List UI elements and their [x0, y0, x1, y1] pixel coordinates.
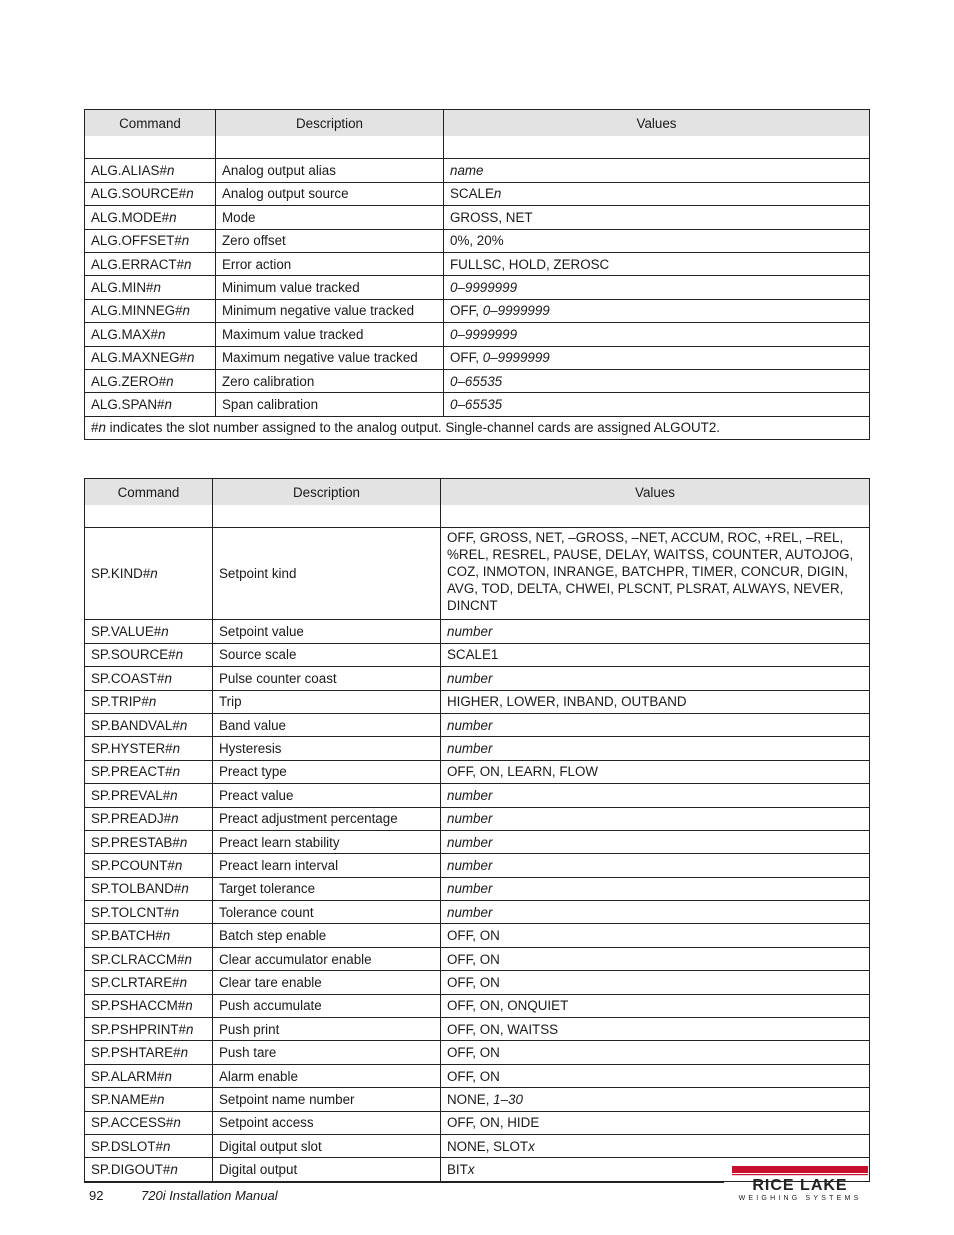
command-cell: SP.ALARM#n [85, 1064, 213, 1087]
command-cell: SP.BANDVAL#n [85, 713, 213, 736]
table-row [85, 620, 870, 643]
command-cell: SP.PRESTAB#n [85, 830, 213, 853]
column-header: Command [85, 479, 213, 506]
description-cell: Trip [213, 690, 441, 713]
command-cell: SP.KIND#n [85, 528, 213, 620]
description-cell: Digital output [213, 1158, 441, 1181]
values-cell: OFF, 0–9999999 [444, 346, 870, 369]
description-cell: Zero offset [216, 229, 444, 252]
command-cell: SP.VALUE#n [85, 620, 213, 643]
command-cell: SP.PREVAL#n [85, 784, 213, 807]
values-cell: OFF, ON [441, 1064, 870, 1087]
values-cell: NONE, SLOTx [441, 1134, 870, 1157]
description-cell: Preact value [213, 784, 441, 807]
command-cell: ALG.MAXNEG#n [85, 346, 216, 369]
values-cell: NONE, 1–30 [441, 1088, 870, 1111]
description-cell: Analog output alias [216, 159, 444, 182]
values-cell: number [441, 854, 870, 877]
page-number: 92 [89, 1188, 104, 1203]
description-cell: Setpoint access [213, 1111, 441, 1134]
description-cell: Analog output source [216, 182, 444, 205]
description-cell: Setpoint name number [213, 1088, 441, 1111]
description-cell: Batch step enable [213, 924, 441, 947]
description-cell: Clear tare enable [213, 971, 441, 994]
values-cell: 0–65535 [444, 369, 870, 392]
command-cell: SP.COAST#n [85, 667, 213, 690]
command-cell: SP.PREACT#n [85, 760, 213, 783]
command-cell: ALG.OFFSET#n [85, 229, 216, 252]
description-cell: Maximum negative value tracked [216, 346, 444, 369]
column-header: Values [444, 110, 870, 137]
values-cell: number [441, 901, 870, 924]
table-row [85, 924, 870, 947]
values-cell: number [441, 620, 870, 643]
description-cell: Maximum value tracked [216, 323, 444, 346]
values-cell: 0–9999999 [444, 323, 870, 346]
values-cell: name [444, 159, 870, 182]
table-row [85, 643, 870, 666]
table-row [85, 299, 870, 322]
command-cell: ALG.ALIAS#n [85, 159, 216, 182]
table-row [85, 947, 870, 970]
command-cell: SP.CLRTARE#n [85, 971, 213, 994]
description-cell: Zero calibration [216, 369, 444, 392]
values-cell: number [441, 877, 870, 900]
values-cell: OFF, ON, LEARN, FLOW [441, 760, 870, 783]
description-cell: Mode [216, 206, 444, 229]
description-cell: Pulse counter coast [213, 667, 441, 690]
description-cell: Target tolerance [213, 877, 441, 900]
values-cell: FULLSC, HOLD, ZEROSC [444, 252, 870, 275]
table-row [85, 760, 870, 783]
command-cell: SP.HYSTER#n [85, 737, 213, 760]
table-row [85, 276, 870, 299]
manual-title: 720i Installation Manual [141, 1188, 278, 1203]
table-row [85, 528, 870, 620]
description-cell: Clear accumulator enable [213, 947, 441, 970]
table-row [85, 1041, 870, 1064]
command-cell: SP.TOLCNT#n [85, 901, 213, 924]
command-cell: SP.PSHPRINT#n [85, 1018, 213, 1041]
table-row [85, 346, 870, 369]
command-cell: SP.CLRACCM#n [85, 947, 213, 970]
table-row [85, 737, 870, 760]
description-cell: Tolerance count [213, 901, 441, 924]
table-row [85, 901, 870, 924]
values-cell: OFF, ON, WAITSS [441, 1018, 870, 1041]
command-cell: ALG.MAX#n [85, 323, 216, 346]
values-cell: number [441, 784, 870, 807]
command-cell: SP.SOURCE#n [85, 643, 213, 666]
values-cell: OFF, ON [441, 1041, 870, 1064]
command-cell: ALG.MINNEG#n [85, 299, 216, 322]
command-cell: SP.DSLOT#n [85, 1134, 213, 1157]
values-cell: number [441, 667, 870, 690]
description-cell: Preact learn stability [213, 830, 441, 853]
table-row [85, 713, 870, 736]
table-row [85, 1111, 870, 1134]
command-cell: SP.ACCESS#n [85, 1111, 213, 1134]
table-row [85, 1088, 870, 1111]
command-cell: SP.TOLBAND#n [85, 877, 213, 900]
table-row [85, 159, 870, 182]
command-cell: ALG.ERRACT#n [85, 252, 216, 275]
command-cell: SP.TRIP#n [85, 690, 213, 713]
table-row [85, 1064, 870, 1087]
table-row [85, 206, 870, 229]
table-row [85, 971, 870, 994]
command-cell: SP.PCOUNT#n [85, 854, 213, 877]
description-cell: Push accumulate [213, 994, 441, 1017]
command-cell: ALG.SPAN#n [85, 393, 216, 416]
values-cell: GROSS, NET [444, 206, 870, 229]
description-cell: Minimum negative value tracked [216, 299, 444, 322]
values-cell: number [441, 830, 870, 853]
command-cell: SP.PREADJ#n [85, 807, 213, 830]
table-row [85, 1018, 870, 1041]
description-cell: Preact learn interval [213, 854, 441, 877]
table-row [85, 252, 870, 275]
command-cell: ALG.MODE#n [85, 206, 216, 229]
table-row [85, 1134, 870, 1157]
table-row [85, 784, 870, 807]
values-cell: BITx [441, 1158, 870, 1181]
description-cell: Push print [213, 1018, 441, 1041]
command-cell: ALG.ZERO#n [85, 369, 216, 392]
command-cell: ALG.MIN#n [85, 276, 216, 299]
command-cell: SP.NAME#n [85, 1088, 213, 1111]
values-cell: OFF, ON, ONQUIET [441, 994, 870, 1017]
values-cell: OFF, ON [441, 947, 870, 970]
description-cell: Digital output slot [213, 1134, 441, 1157]
table-row [85, 393, 870, 416]
table-row [85, 807, 870, 830]
description-cell: Span calibration [216, 393, 444, 416]
command-cell: SP.BATCH#n [85, 924, 213, 947]
table-row [85, 667, 870, 690]
table-row [85, 830, 870, 853]
table-row [85, 229, 870, 252]
command-cell: SP.DIGOUT#n [85, 1158, 213, 1181]
description-cell: Setpoint kind [213, 528, 441, 620]
values-cell: HIGHER, LOWER, INBAND, OUTBAND [441, 690, 870, 713]
column-header: Command [85, 110, 216, 137]
values-cell: OFF, ON [441, 924, 870, 947]
description-cell: Preact adjustment percentage [213, 807, 441, 830]
values-cell: SCALEn [444, 182, 870, 205]
command-cell: ALG.SOURCE#n [85, 182, 216, 205]
table-row [85, 994, 870, 1017]
description-cell: Band value [213, 713, 441, 736]
description-cell: Source scale [213, 643, 441, 666]
description-cell: Preact type [213, 760, 441, 783]
values-cell: number [441, 807, 870, 830]
values-cell: 0–9999999 [444, 276, 870, 299]
logo-subtext: WEIGHING SYSTEMS [738, 1195, 862, 1202]
column-header: Values [441, 479, 870, 506]
values-cell: OFF, GROSS, NET, –GROSS, –NET, ACCUM, ROC, +REL, –REL, %REL, RESREL, PAUSE, DELAY, WAITSS, COUNTER, AUTOJOG, COZ, INMOTON, INRANGE, BATCHPR, TIMER, CONCUR, DIGIN, AVG, TOD, DELTA, CHWEI, PLSCNT, PLSRAT, ALWAYS, NEVER, DINCNT [441, 528, 870, 620]
values-cell: SCALE1 [441, 643, 870, 666]
description-cell: Error action [216, 252, 444, 275]
analog-output-commands-table [84, 109, 870, 440]
values-cell: number [441, 713, 870, 736]
command-cell: SP.PSHACCM#n [85, 994, 213, 1017]
logo-text: RICE LAKE [752, 1177, 848, 1194]
setpoint-commands-table [84, 478, 870, 1182]
description-cell: Setpoint value [213, 620, 441, 643]
description-cell: Push tare [213, 1041, 441, 1064]
logo-red-bar [732, 1166, 868, 1173]
rice-lake-logo [730, 1166, 870, 1202]
column-header: Description [216, 110, 444, 137]
table-row [85, 877, 870, 900]
description-cell: Minimum value tracked [216, 276, 444, 299]
values-cell: number [441, 737, 870, 760]
table-row [85, 323, 870, 346]
values-cell: 0–65535 [444, 393, 870, 416]
values-cell: 0%, 20% [444, 229, 870, 252]
column-header: Description [213, 479, 441, 506]
table-row [85, 690, 870, 713]
table-row [85, 854, 870, 877]
table-note: #n indicates the slot number assigned to the analog output. Single-channel cards are assigned ALGOUT2. [85, 416, 870, 439]
values-cell: OFF, 0–9999999 [444, 299, 870, 322]
table-row [85, 369, 870, 392]
values-cell: OFF, ON, HIDE [441, 1111, 870, 1134]
description-cell: Hysteresis [213, 737, 441, 760]
description-cell: Alarm enable [213, 1064, 441, 1087]
table-row [85, 182, 870, 205]
footer-rule [84, 1181, 724, 1183]
values-cell: OFF, ON [441, 971, 870, 994]
command-cell: SP.PSHTARE#n [85, 1041, 213, 1064]
